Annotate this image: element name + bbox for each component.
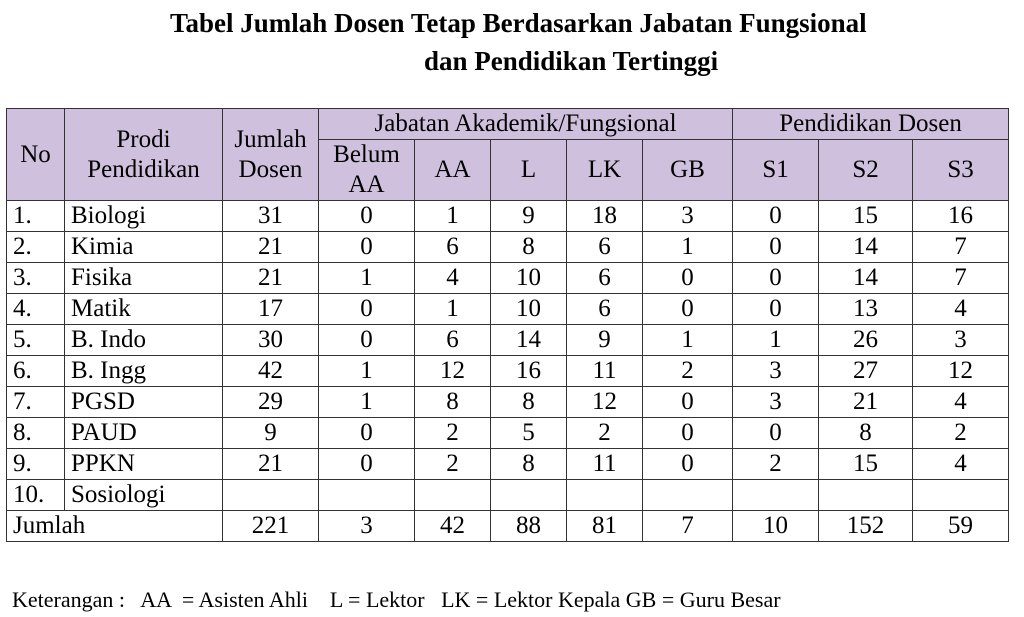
- header-prodi: Prodi Pendidikan: [65, 109, 223, 201]
- cell-s1: 0: [733, 201, 819, 232]
- cell-belum-aa: 1: [319, 387, 415, 418]
- cell-belum-aa: 0: [319, 232, 415, 263]
- cell-aa: 8: [415, 387, 491, 418]
- cell-lk: [567, 480, 643, 511]
- cell-s3: 7: [913, 232, 1009, 263]
- table-row: [7, 232, 1009, 263]
- total-s3: 59: [913, 511, 1009, 542]
- cell-jumlah: 42: [223, 356, 319, 387]
- cell-l: [491, 480, 567, 511]
- cell-jumlah: 21: [223, 232, 319, 263]
- cell-l: 8: [491, 449, 567, 480]
- cell-lk: 6: [567, 263, 643, 294]
- cell-s1: 2: [733, 449, 819, 480]
- cell-prodi: B. Ingg: [65, 356, 223, 387]
- cell-s3: 12: [913, 356, 1009, 387]
- total-lk: 81: [567, 511, 643, 542]
- cell-no: 1.: [7, 201, 65, 232]
- header-lk: LK: [567, 140, 643, 201]
- cell-s2: 14: [819, 232, 913, 263]
- cell-l: 10: [491, 263, 567, 294]
- cell-s1: 0: [733, 263, 819, 294]
- cell-belum-aa: [319, 480, 415, 511]
- cell-jumlah: 9: [223, 418, 319, 449]
- cell-aa: 1: [415, 294, 491, 325]
- total-row: [7, 511, 1009, 542]
- cell-lk: 9: [567, 325, 643, 356]
- table-row: [7, 418, 1009, 449]
- cell-s2: 21: [819, 387, 913, 418]
- total-label: Jumlah: [7, 511, 223, 542]
- cell-lk: 6: [567, 294, 643, 325]
- cell-prodi: B. Indo: [65, 325, 223, 356]
- cell-aa: 6: [415, 325, 491, 356]
- cell-no: 4.: [7, 294, 65, 325]
- cell-belum-aa: 0: [319, 325, 415, 356]
- total-s1: 10: [733, 511, 819, 542]
- header-s1: S1: [733, 140, 819, 201]
- cell-l: 10: [491, 294, 567, 325]
- header-s3: S3: [913, 140, 1009, 201]
- cell-l: 8: [491, 232, 567, 263]
- cell-s1: 3: [733, 356, 819, 387]
- cell-gb: 1: [643, 325, 733, 356]
- cell-l: 9: [491, 201, 567, 232]
- cell-s3: 3: [913, 325, 1009, 356]
- cell-prodi: Matik: [65, 294, 223, 325]
- cell-aa: 12: [415, 356, 491, 387]
- table-row: [7, 449, 1009, 480]
- cell-aa: 6: [415, 232, 491, 263]
- cell-gb: 3: [643, 201, 733, 232]
- cell-aa: [415, 480, 491, 511]
- cell-prodi: Biologi: [65, 201, 223, 232]
- table-row: [7, 263, 1009, 294]
- cell-s2: 8: [819, 418, 913, 449]
- cell-gb: 2: [643, 356, 733, 387]
- cell-s1: 0: [733, 294, 819, 325]
- cell-gb: 1: [643, 232, 733, 263]
- total-l: 88: [491, 511, 567, 542]
- total-aa: 42: [415, 511, 491, 542]
- cell-s3: 4: [913, 294, 1009, 325]
- header-s2: S2: [819, 140, 913, 201]
- cell-belum-aa: 0: [319, 418, 415, 449]
- total-belum-aa: 3: [319, 511, 415, 542]
- header-aa: AA: [415, 140, 491, 201]
- cell-prodi: PGSD: [65, 387, 223, 418]
- header-pendidikan-group: Pendidikan Dosen: [733, 109, 1009, 140]
- cell-s2: 15: [819, 201, 913, 232]
- cell-jumlah: [223, 480, 319, 511]
- cell-l: 16: [491, 356, 567, 387]
- header-jabatan-group: Jabatan Akademik/Fungsional: [319, 109, 733, 140]
- cell-aa: 2: [415, 449, 491, 480]
- cell-s2: [819, 480, 913, 511]
- cell-s2: 14: [819, 263, 913, 294]
- cell-aa: 1: [415, 201, 491, 232]
- cell-no: 2.: [7, 232, 65, 263]
- table-row: [7, 294, 1009, 325]
- cell-s2: 26: [819, 325, 913, 356]
- cell-lk: 12: [567, 387, 643, 418]
- footnote-legend: Keterangan : AA = Asisten Ahli L = Lektor LK = Lektor Kepala GB = Guru Besar: [12, 587, 781, 612]
- cell-lk: 18: [567, 201, 643, 232]
- cell-no: 5.: [7, 325, 65, 356]
- cell-jumlah: 31: [223, 201, 319, 232]
- cell-belum-aa: 0: [319, 201, 415, 232]
- total-s2: 152: [819, 511, 913, 542]
- cell-l: 5: [491, 418, 567, 449]
- cell-jumlah: 21: [223, 263, 319, 294]
- cell-no: 6.: [7, 356, 65, 387]
- cell-jumlah: 30: [223, 325, 319, 356]
- cell-belum-aa: 1: [319, 356, 415, 387]
- table-row: [7, 201, 1009, 232]
- table-row: [7, 387, 1009, 418]
- cell-s3: 2: [913, 418, 1009, 449]
- cell-no: 9.: [7, 449, 65, 480]
- cell-no: 8.: [7, 418, 65, 449]
- cell-lk: 6: [567, 232, 643, 263]
- cell-s1: 0: [733, 232, 819, 263]
- cell-prodi: Fisika: [65, 263, 223, 294]
- cell-lk: 11: [567, 449, 643, 480]
- table-title-line1: Tabel Jumlah Dosen Tetap Berdasarkan Jabatan Fungsional: [170, 8, 867, 38]
- cell-lk: 2: [567, 418, 643, 449]
- cell-prodi: PPKN: [65, 449, 223, 480]
- cell-s3: [913, 480, 1009, 511]
- cell-s1: 0: [733, 418, 819, 449]
- cell-belum-aa: 1: [319, 263, 415, 294]
- cell-s1: [733, 480, 819, 511]
- cell-s1: 1: [733, 325, 819, 356]
- cell-gb: 0: [643, 418, 733, 449]
- cell-l: 8: [491, 387, 567, 418]
- cell-lk: 11: [567, 356, 643, 387]
- header-l: L: [491, 140, 567, 201]
- total-jumlah: 221: [223, 511, 319, 542]
- cell-belum-aa: 0: [319, 449, 415, 480]
- table-title-line2: dan Pendidikan Tertinggi: [424, 46, 719, 76]
- cell-jumlah: 21: [223, 449, 319, 480]
- cell-s2: 27: [819, 356, 913, 387]
- cell-aa: 2: [415, 418, 491, 449]
- table-title: [0, 4, 1024, 80]
- cell-s3: 16: [913, 201, 1009, 232]
- total-gb: 7: [643, 511, 733, 542]
- cell-s1: 3: [733, 387, 819, 418]
- cell-prodi: Sosiologi: [65, 480, 223, 511]
- lecturer-table: [6, 108, 1009, 542]
- cell-s2: 15: [819, 449, 913, 480]
- table-row: [7, 480, 1009, 511]
- cell-gb: 0: [643, 449, 733, 480]
- header-no: No: [7, 109, 65, 201]
- cell-l: 14: [491, 325, 567, 356]
- header-belum-aa: Belum AA: [319, 140, 415, 201]
- cell-jumlah: 29: [223, 387, 319, 418]
- cell-no: 3.: [7, 263, 65, 294]
- cell-s3: 7: [913, 263, 1009, 294]
- cell-s2: 13: [819, 294, 913, 325]
- cell-s3: 4: [913, 387, 1009, 418]
- cell-belum-aa: 0: [319, 294, 415, 325]
- cell-prodi: PAUD: [65, 418, 223, 449]
- cell-gb: 0: [643, 263, 733, 294]
- cell-s3: 4: [913, 449, 1009, 480]
- header-jumlah: Jumlah Dosen: [223, 109, 319, 201]
- cell-jumlah: 17: [223, 294, 319, 325]
- cell-no: 10.: [7, 480, 65, 511]
- table-row: [7, 325, 1009, 356]
- header-gb: GB: [643, 140, 733, 201]
- cell-aa: 4: [415, 263, 491, 294]
- cell-gb: 0: [643, 387, 733, 418]
- cell-no: 7.: [7, 387, 65, 418]
- cell-prodi: Kimia: [65, 232, 223, 263]
- table-row: [7, 356, 1009, 387]
- cell-gb: [643, 480, 733, 511]
- cell-gb: 0: [643, 294, 733, 325]
